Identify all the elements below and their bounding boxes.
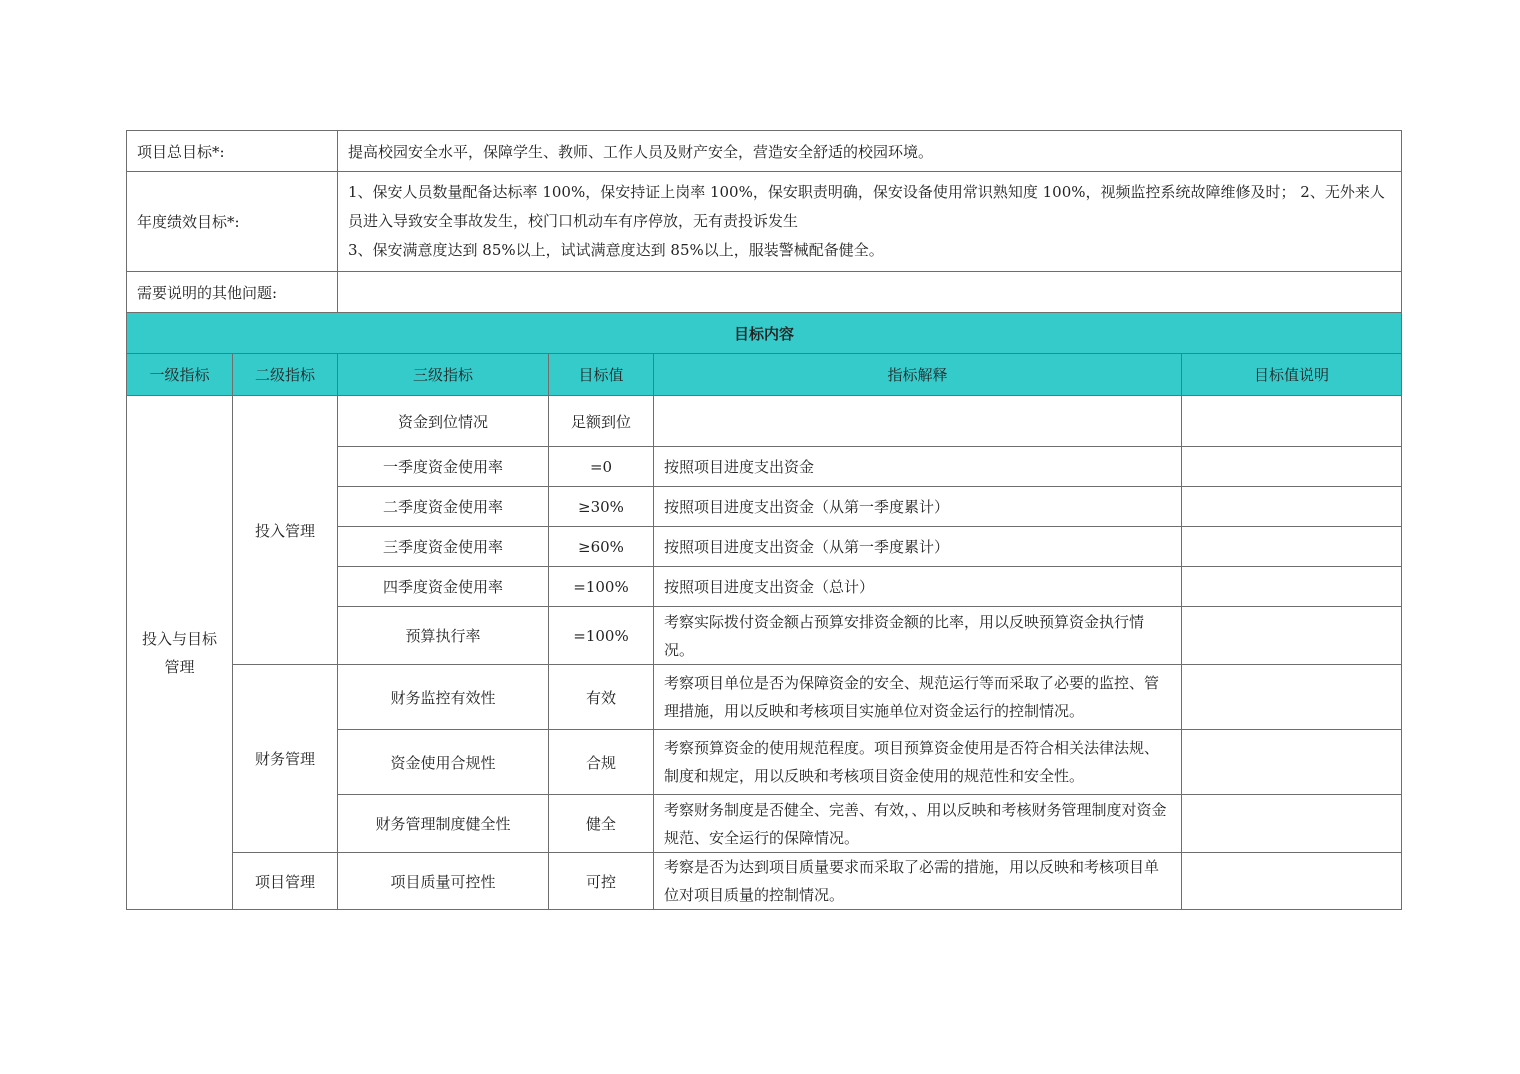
overall-goal-value: 提高校园安全水平，保障学生、教师、工作人员及财产安全，营造安全舒适的校园环境。 bbox=[338, 131, 1402, 172]
target-note-cell bbox=[1182, 607, 1402, 665]
explanation-cell: 按照项目进度支出资金（从第一季度累计） bbox=[654, 527, 1182, 567]
explanation-cell: 考察实际拨付资金额占预算安排资金额的比率，用以反映预算资金执行情况。 bbox=[654, 607, 1182, 665]
table-row bbox=[127, 665, 1402, 730]
level3-cell: 四季度资金使用率 bbox=[338, 567, 549, 607]
explanation-cell: 考察财务制度是否健全、完善、有效，、用以反映和考核财务管理制度对资金规范、安全运行的保障情况。 bbox=[654, 795, 1182, 853]
target-note-cell bbox=[1182, 487, 1402, 527]
level1-cell: 投入与目标管理 bbox=[127, 396, 233, 910]
target-note-cell bbox=[1182, 665, 1402, 730]
explanation-cell: 按照项目进度支出资金（总计） bbox=[654, 567, 1182, 607]
header-target-note: 目标值说明 bbox=[1182, 354, 1402, 396]
header-level3: 三级指标 bbox=[338, 354, 549, 396]
section-title: 目标内容 bbox=[127, 313, 1402, 354]
explanation-cell: 考察项目单位是否为保障资金的安全、规范运行等而采取了必要的监控、管理措施，用以反映和考核项目实施单位对资金运行的控制情况。 bbox=[654, 665, 1182, 730]
table-row bbox=[127, 853, 1402, 910]
target-note-cell bbox=[1182, 527, 1402, 567]
section-title-row bbox=[127, 313, 1402, 354]
header-level1: 一级指标 bbox=[127, 354, 233, 396]
column-header-row bbox=[127, 354, 1402, 396]
level3-cell: 项目质量可控性 bbox=[338, 853, 549, 910]
target-cell: 可控 bbox=[549, 853, 654, 910]
level3-cell: 预算执行率 bbox=[338, 607, 549, 665]
annual-goal-label: 年度绩效目标*: bbox=[127, 172, 338, 272]
target-cell: 足额到位 bbox=[549, 396, 654, 447]
level3-cell: 资金使用合规性 bbox=[338, 730, 549, 795]
level2-cell-input-mgmt: 投入管理 bbox=[233, 396, 338, 665]
header-explanation: 指标解释 bbox=[654, 354, 1182, 396]
level3-cell: 资金到位情况 bbox=[338, 396, 549, 447]
overall-goal-label: 项目总目标*: bbox=[127, 131, 338, 172]
explanation-cell: 按照项目进度支出资金（从第一季度累计） bbox=[654, 487, 1182, 527]
table-row bbox=[127, 396, 1402, 447]
overall-goal-row bbox=[127, 131, 1402, 172]
annual-goal-value bbox=[338, 172, 1402, 272]
target-cell: 健全 bbox=[549, 795, 654, 853]
other-issues-value bbox=[338, 272, 1402, 313]
other-issues-label: 需要说明的其他问题: bbox=[127, 272, 338, 313]
target-cell: =100% bbox=[549, 567, 654, 607]
target-cell: 有效 bbox=[549, 665, 654, 730]
level3-cell: 财务监控有效性 bbox=[338, 665, 549, 730]
target-note-cell bbox=[1182, 567, 1402, 607]
target-cell: 合规 bbox=[549, 730, 654, 795]
explanation-cell: 考察是否为达到项目质量要求而采取了必需的措施，用以反映和考核项目单位对项目质量的控制情况。 bbox=[654, 853, 1182, 910]
target-cell: =100% bbox=[549, 607, 654, 665]
other-issues-row bbox=[127, 272, 1402, 313]
annual-goal-line2: 3、保安满意度达到 85%以上，试试满意度达到 85%以上，服装警械配备健全。 bbox=[348, 241, 884, 259]
explanation-cell: 考察预算资金的使用规范程度。项目预算资金使用是否符合相关法律法规、制度和规定，用以反映和考核项目资金使用的规范性和安全性。 bbox=[654, 730, 1182, 795]
target-cell: ≥60% bbox=[549, 527, 654, 567]
target-note-cell bbox=[1182, 396, 1402, 447]
explanation-cell bbox=[654, 396, 1182, 447]
level3-cell: 财务管理制度健全性 bbox=[338, 795, 549, 853]
annual-goal-line1: 1、保安人员数量配备达标率 100%，保安持证上岗率 100%，保安职责明确，保安设备使用常识熟知度 100%，视频监控系统故障维修及时； 2、无外来人员进入导致安全事故发生，校门口机动车有序停放，无有责投诉发生 bbox=[348, 183, 1385, 230]
level3-cell: 三季度资金使用率 bbox=[338, 527, 549, 567]
target-note-cell bbox=[1182, 853, 1402, 910]
performance-goal-table bbox=[126, 130, 1402, 910]
header-target: 目标值 bbox=[549, 354, 654, 396]
level3-cell: 一季度资金使用率 bbox=[338, 447, 549, 487]
header-level2: 二级指标 bbox=[233, 354, 338, 396]
target-note-cell bbox=[1182, 795, 1402, 853]
explanation-cell: 按照项目进度支出资金 bbox=[654, 447, 1182, 487]
annual-goal-row bbox=[127, 172, 1402, 272]
target-cell: =0 bbox=[549, 447, 654, 487]
level3-cell: 二季度资金使用率 bbox=[338, 487, 549, 527]
target-note-cell bbox=[1182, 447, 1402, 487]
target-note-cell bbox=[1182, 730, 1402, 795]
level2-cell-finance-mgmt: 财务管理 bbox=[233, 665, 338, 853]
target-cell: ≥30% bbox=[549, 487, 654, 527]
level2-cell-project-mgmt: 项目管理 bbox=[233, 853, 338, 910]
